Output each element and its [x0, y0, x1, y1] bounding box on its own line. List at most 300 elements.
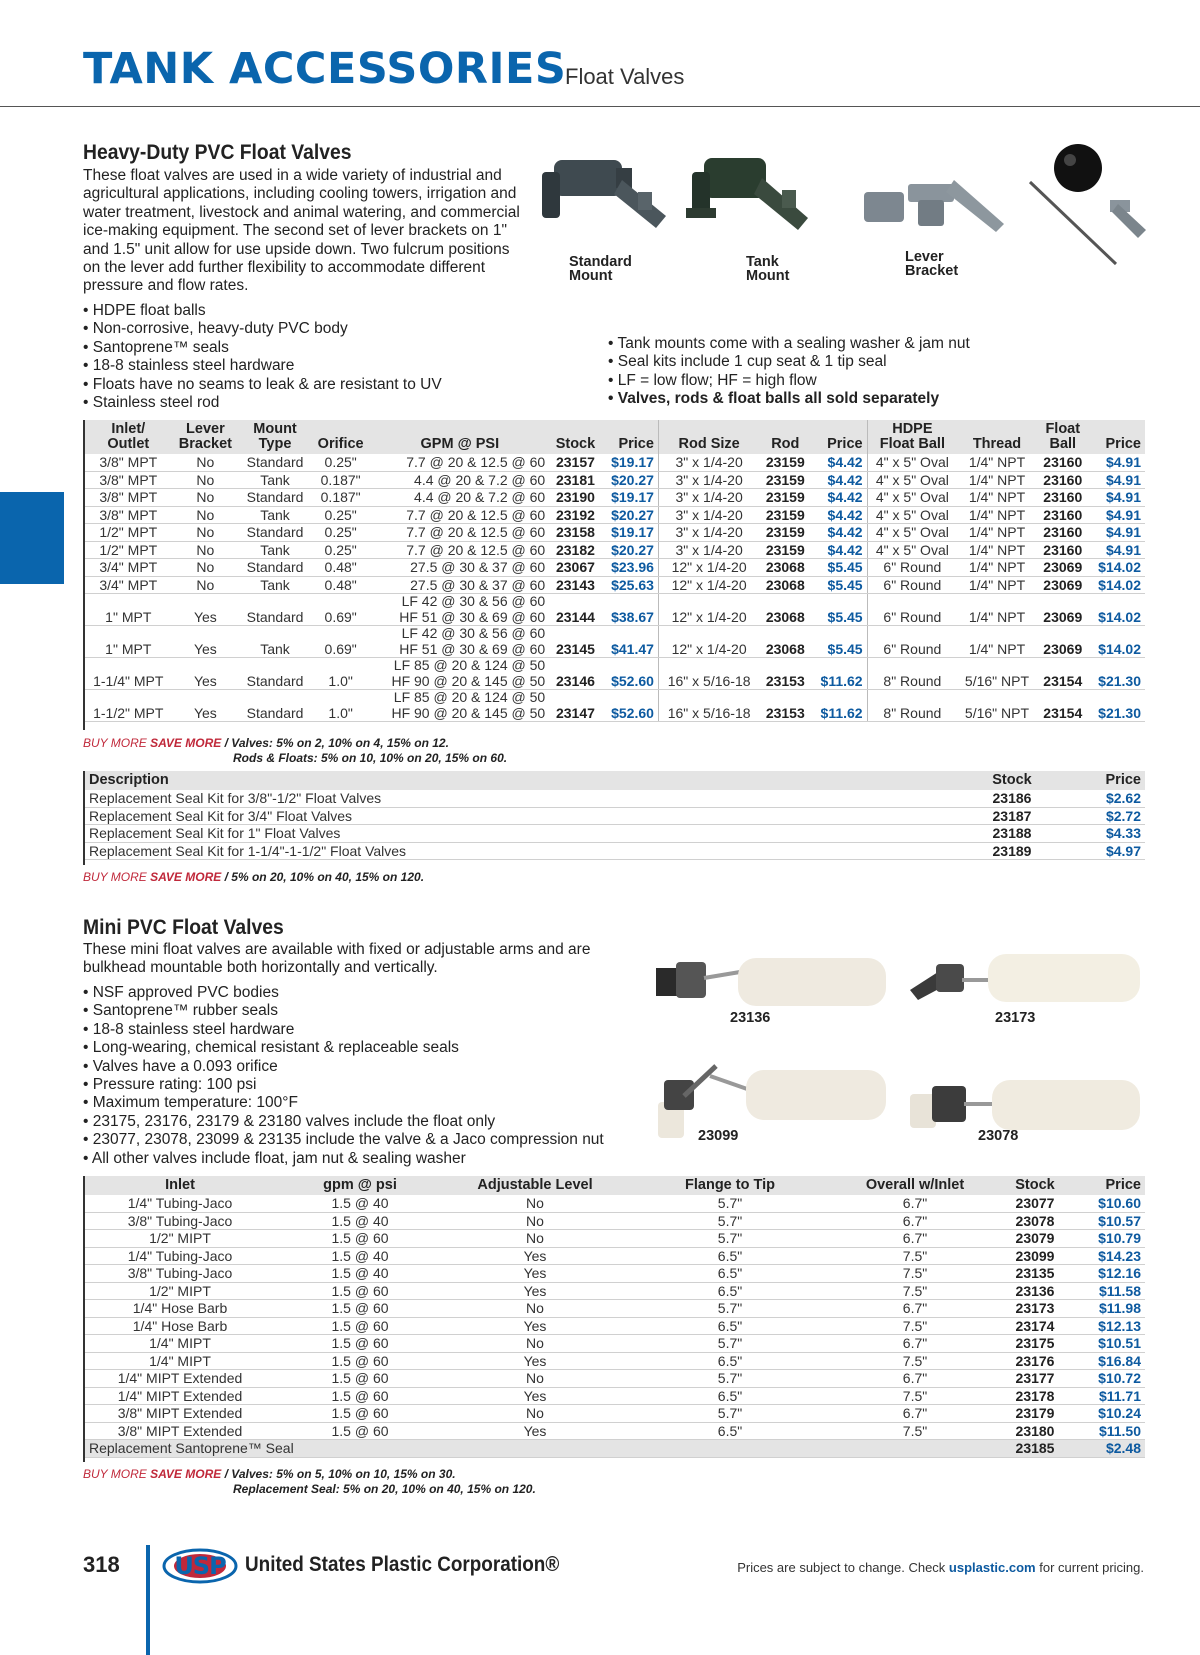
column-header: Stock	[995, 1176, 1075, 1195]
table-cell: 1/4" NPT	[957, 524, 1037, 542]
save-line-1: / 5% on 20, 10% on 40, 15% on 120.	[224, 870, 425, 884]
table-row	[85, 489, 1145, 507]
table-row	[85, 1282, 1145, 1300]
column-header: Lever Bracket	[172, 420, 240, 454]
table-cell: $52.60	[602, 658, 659, 690]
page-title: TANK ACCESSORIES	[83, 44, 567, 94]
table-cell: Yes	[445, 1352, 625, 1370]
table-cell: 7.7 @ 20 & 12.5 @ 60	[370, 541, 549, 559]
feature-bullet: • 18-8 stainless steel hardware	[83, 1021, 683, 1039]
table-cell: 0.25"	[311, 524, 371, 542]
table-cell: 6.5"	[625, 1265, 835, 1283]
table-cell: 8" Round	[867, 658, 957, 690]
caption-tank-mount: Tank Mount	[746, 254, 790, 284]
table-cell: 1.5 @ 60	[275, 1370, 445, 1388]
table-cell: $4.42	[811, 506, 867, 524]
table-cell: Tank	[239, 576, 311, 594]
table-cell: 3/8" MPT	[85, 471, 172, 489]
table-cell: 23153	[759, 658, 811, 690]
table-cell: 6.7"	[835, 1405, 995, 1423]
column-header: Flange to Tip	[625, 1176, 835, 1195]
table-cell: 1.5 @ 60	[275, 1405, 445, 1423]
table-cell: 3/8" MPT	[85, 454, 172, 471]
table-cell: 23160	[1037, 454, 1089, 471]
table-cell: 1.5 @ 60	[275, 1335, 445, 1353]
table-cell: 3/8" Tubing-Jaco	[85, 1265, 275, 1283]
table-cell: 4" x 5" Oval	[867, 454, 957, 471]
table-cell: 6.5"	[625, 1247, 835, 1265]
table-cell: 23192	[549, 506, 602, 524]
table-row	[85, 790, 1145, 807]
table-cell: Replacement Santoprene™ Seal	[85, 1440, 995, 1458]
table-cell: $4.91	[1089, 506, 1145, 524]
table-cell: No	[445, 1230, 625, 1248]
table-cell: 1/4" NPT	[957, 626, 1037, 658]
table-cell: 23159	[759, 541, 811, 559]
table-cell: 1/4" MIPT Extended	[85, 1370, 275, 1388]
table-cell: $4.42	[811, 541, 867, 559]
column-header: Price	[602, 420, 659, 454]
mini-valve-23099-photo	[654, 1056, 890, 1146]
table-cell: 1/4" NPT	[957, 559, 1037, 577]
table-cell: Standard	[239, 594, 311, 626]
table-cell: 6.7"	[835, 1370, 995, 1388]
save-more-valves	[83, 736, 507, 766]
table-cell: 23174	[995, 1317, 1075, 1335]
table-row	[85, 524, 1145, 542]
table-cell: 23159	[759, 489, 811, 507]
table-cell: Tank	[239, 541, 311, 559]
table-cell: 1" MPT	[85, 594, 172, 626]
caption-23078: 23078	[978, 1128, 1019, 1144]
table-cell: 6.5"	[625, 1282, 835, 1300]
table-cell: 23158	[549, 524, 602, 542]
table-row	[85, 1387, 1145, 1405]
table-cell: 1/2" MIPT	[85, 1230, 275, 1248]
table-cell: 1/4" NPT	[957, 471, 1037, 489]
table-row	[85, 825, 1145, 843]
table-cell: $10.79	[1075, 1230, 1145, 1248]
table-cell: Yes	[172, 626, 240, 658]
section2-title: Mini PVC Float Valves	[83, 916, 284, 939]
section2-bullets	[83, 984, 683, 1168]
feature-bullet: • All other valves include float, jam nut & sealing washer	[83, 1150, 683, 1168]
table-cell: Standard	[239, 524, 311, 542]
table-cell: Standard	[239, 690, 311, 722]
mini-valve-23173-photo	[908, 950, 1144, 1014]
note-bullet: • Valves, rods & float balls all sold separately	[608, 390, 1028, 408]
save-line-2: Replacement Seal: 5% on 20, 10% on 40, 15% on 120.	[233, 1482, 536, 1496]
table-cell: 7.5"	[835, 1352, 995, 1370]
table-cell: $5.45	[811, 594, 867, 626]
page-number: 318	[83, 1552, 120, 1577]
column-header: Stock	[549, 420, 602, 454]
table-cell: Yes	[445, 1247, 625, 1265]
section1-title: Heavy-Duty PVC Float Valves	[83, 141, 352, 164]
mini-valve-23078-photo	[908, 1076, 1144, 1140]
table-cell: 23175	[995, 1335, 1075, 1353]
table-cell: $4.42	[811, 489, 867, 507]
table-cell: 4" x 5" Oval	[867, 506, 957, 524]
table-cell: $5.45	[811, 576, 867, 594]
table-cell: 1.5 @ 40	[275, 1265, 445, 1283]
table-cell: Yes	[445, 1282, 625, 1300]
table-cell: 1.5 @ 60	[275, 1352, 445, 1370]
table-cell: 23157	[549, 454, 602, 471]
save-more-seals	[83, 870, 424, 885]
column-header: Inlet	[85, 1176, 275, 1195]
table-cell: $23.96	[602, 559, 659, 577]
table-cell: Tank	[239, 471, 311, 489]
table-cell: 23143	[549, 576, 602, 594]
table-cell: 23160	[1037, 489, 1089, 507]
note-bullet: • Tank mounts come with a sealing washer & jam nut	[608, 335, 1028, 353]
table-cell: 23135	[995, 1265, 1075, 1283]
table-row	[85, 1370, 1145, 1388]
table-cell: $11.50	[1075, 1422, 1145, 1440]
table-cell: $4.91	[1089, 489, 1145, 507]
table-row	[85, 1352, 1145, 1370]
table-cell: $4.91	[1089, 541, 1145, 559]
table-cell: 12" x 1/4-20	[658, 594, 759, 626]
table-cell: Yes	[445, 1265, 625, 1283]
table-cell: $5.45	[811, 626, 867, 658]
table-cell: 6" Round	[867, 626, 957, 658]
table-cell: 23069	[1037, 576, 1089, 594]
table-cell: $16.84	[1075, 1352, 1145, 1370]
table-row	[85, 1247, 1145, 1265]
table-cell: LF 42 @ 30 & 56 @ 60 HF 51 @ 30 & 69 @ 60	[370, 626, 549, 658]
column-header: Price	[811, 420, 867, 454]
column-header: HDPE Float Ball	[867, 420, 957, 454]
table-row	[85, 454, 1145, 471]
table-cell: 0.48"	[311, 559, 371, 577]
table-cell: $2.72	[1059, 807, 1145, 825]
column-header: Inlet/ Outlet	[85, 420, 172, 454]
table-cell: 23160	[1037, 524, 1089, 542]
table-cell: 7.7 @ 20 & 12.5 @ 60	[370, 506, 549, 524]
feature-bullet: • 23077, 23078, 23099 & 23135 include the valve & a Jaco compression nut	[83, 1131, 683, 1149]
column-header: Overall w/Inlet	[835, 1176, 995, 1195]
table-cell: 1-1/2" MPT	[85, 690, 172, 722]
table-cell: 6.7"	[835, 1212, 995, 1230]
table-cell: $4.91	[1089, 524, 1145, 542]
table-cell: $14.02	[1089, 626, 1145, 658]
table-row	[85, 594, 1145, 626]
usp-logo	[162, 1548, 238, 1584]
table-cell: 3" x 1/4-20	[658, 454, 759, 471]
table-cell: 6.5"	[625, 1387, 835, 1405]
table-cell: 0.69"	[311, 626, 371, 658]
table-cell: 23160	[1037, 506, 1089, 524]
pricing-note-pre: Prices are subject to change. Check	[737, 1560, 949, 1575]
table-row	[85, 807, 1145, 825]
table-cell: 5.7"	[625, 1370, 835, 1388]
header-rule	[0, 106, 1200, 107]
table-cell: 1.5 @ 60	[275, 1230, 445, 1248]
table-row	[85, 690, 1145, 722]
table-cell: 1/4" MIPT	[85, 1335, 275, 1353]
caption-23099: 23099	[698, 1128, 739, 1144]
table-cell: 23187	[965, 807, 1059, 825]
table-cell: 23176	[995, 1352, 1075, 1370]
column-header: Mount Type	[239, 420, 311, 454]
table-cell: 16" x 5/16-18	[658, 658, 759, 690]
table-cell: $19.17	[602, 524, 659, 542]
feature-bullet: • Non-corrosive, heavy-duty PVC body	[83, 320, 563, 338]
table-cell: $11.62	[811, 658, 867, 690]
table-row	[85, 1212, 1145, 1230]
table-cell: 1.5 @ 40	[275, 1212, 445, 1230]
table-cell: 23069	[1037, 559, 1089, 577]
table-cell: 23188	[965, 825, 1059, 843]
table-cell: 1" MPT	[85, 626, 172, 658]
table-cell: $38.67	[602, 594, 659, 626]
table-cell: 1/2" MPT	[85, 541, 172, 559]
usp-logo-text: USP	[174, 1552, 226, 1580]
table-cell: $4.42	[811, 524, 867, 542]
feature-bullet: • NSF approved PVC bodies	[83, 984, 683, 1002]
company-name: United States Plastic Corporation®	[245, 1553, 560, 1576]
table-cell: 4" x 5" Oval	[867, 471, 957, 489]
seal-kit-table	[85, 771, 1145, 860]
table-cell: 6.5"	[625, 1422, 835, 1440]
table-cell: 1/4" Tubing-Jaco	[85, 1195, 275, 1212]
feature-bullet: • Floats have no seams to leak & are resistant to UV	[83, 376, 563, 394]
page-subtitle: Float Valves	[565, 64, 685, 89]
table-cell: 23136	[995, 1282, 1075, 1300]
table-cell: $11.71	[1075, 1387, 1145, 1405]
table-cell: 23181	[549, 471, 602, 489]
save-more-mini	[83, 1467, 536, 1497]
table-cell: $4.33	[1059, 825, 1145, 843]
table-cell: 5.7"	[625, 1212, 835, 1230]
feature-bullet: • 23175, 23176, 23179 & 23180 valves include the float only	[83, 1113, 683, 1131]
table-cell: 3/8" MIPT Extended	[85, 1405, 275, 1423]
table-row	[85, 1317, 1145, 1335]
table-cell: LF 42 @ 30 & 56 @ 60 HF 51 @ 30 & 69 @ 60	[370, 594, 549, 626]
table-cell: 23160	[1037, 471, 1089, 489]
table-cell: $10.24	[1075, 1405, 1145, 1423]
table-cell: 1/4" Tubing-Jaco	[85, 1247, 275, 1265]
table-cell: 7.7 @ 20 & 12.5 @ 60	[370, 524, 549, 542]
table-cell: 3/8" MPT	[85, 489, 172, 507]
table-cell: 0.25"	[311, 541, 371, 559]
pricing-note-post: for current pricing.	[1035, 1560, 1144, 1575]
save-more-text: SAVE MORE	[150, 1467, 222, 1481]
table-cell: $11.98	[1075, 1300, 1145, 1318]
table-cell: 23160	[1037, 541, 1089, 559]
tank-mount-valve-photo	[676, 150, 816, 258]
table-cell: Tank	[239, 626, 311, 658]
table-cell: 23180	[995, 1422, 1075, 1440]
table-cell: No	[172, 541, 240, 559]
table-cell: $14.02	[1089, 594, 1145, 626]
table-cell: 23159	[759, 454, 811, 471]
website-link[interactable]: usplastic.com	[948, 1560, 1036, 1575]
table-cell: 23190	[549, 489, 602, 507]
table-cell: No	[172, 506, 240, 524]
table-cell: 0.187"	[311, 489, 371, 507]
feature-bullet: • Stainless steel rod	[83, 394, 563, 412]
table-cell: 1/4" MIPT	[85, 1352, 275, 1370]
save-line-1: / Valves: 5% on 5, 10% on 10, 15% on 30.	[224, 1467, 456, 1481]
table-row	[85, 1422, 1145, 1440]
table-cell: 4" x 5" Oval	[867, 489, 957, 507]
table-cell: 4.4 @ 20 & 7.2 @ 60	[370, 489, 549, 507]
table-cell: $10.72	[1075, 1370, 1145, 1388]
caption-23173: 23173	[995, 1010, 1036, 1026]
table-cell: Standard	[239, 489, 311, 507]
table-cell: 23173	[995, 1300, 1075, 1318]
table-cell: Replacement Seal Kit for 1" Float Valves	[85, 825, 965, 843]
table-cell: 23079	[995, 1230, 1075, 1248]
table-cell: 23153	[759, 690, 811, 722]
table-cell: 12" x 1/4-20	[658, 576, 759, 594]
table-cell: No	[172, 489, 240, 507]
table-cell: 0.25"	[311, 454, 371, 471]
column-header: Orifice	[311, 420, 371, 454]
table-cell: 5.7"	[625, 1230, 835, 1248]
table-cell: Standard	[239, 454, 311, 471]
table-cell: 5.7"	[625, 1405, 835, 1423]
table-cell: No	[445, 1370, 625, 1388]
table-cell: 1/4" NPT	[957, 541, 1037, 559]
column-header: Rod Size	[658, 420, 759, 454]
table-row	[85, 1335, 1145, 1353]
table-cell: 23068	[759, 626, 811, 658]
table-cell: 1.5 @ 60	[275, 1300, 445, 1318]
table-cell: 1/2" MPT	[85, 524, 172, 542]
table-cell: 23182	[549, 541, 602, 559]
table-cell: 5/16" NPT	[957, 690, 1037, 722]
table-cell: 6.7"	[835, 1335, 995, 1353]
section2-description: These mini float valves are available with fixed or adjustable arms and are bulkhead mountable both horizontally and vertically.	[83, 941, 591, 977]
table-row	[85, 626, 1145, 658]
table-cell: No	[172, 454, 240, 471]
table-cell: 23068	[759, 559, 811, 577]
caption-standard-mount: Standard Mount	[569, 254, 632, 284]
table-cell: 3/4" MPT	[85, 576, 172, 594]
table-cell: No	[445, 1212, 625, 1230]
table-cell: Yes	[445, 1317, 625, 1335]
mini-valve-23136-photo	[654, 950, 890, 1014]
column-header: Price	[1059, 771, 1145, 790]
table-cell: 7.5"	[835, 1247, 995, 1265]
table-cell: 7.5"	[835, 1282, 995, 1300]
table-row	[85, 471, 1145, 489]
table-row	[85, 1300, 1145, 1318]
table-cell: $21.30	[1089, 690, 1145, 722]
feature-bullet: • Maximum temperature: 100°F	[83, 1094, 683, 1112]
table-cell: $25.63	[602, 576, 659, 594]
table-cell: 5.7"	[625, 1335, 835, 1353]
table-cell: 6.7"	[835, 1230, 995, 1248]
table-cell: $2.62	[1059, 790, 1145, 807]
table-row-seal	[85, 1440, 1145, 1458]
table-cell: $4.42	[811, 471, 867, 489]
column-header: Thread	[957, 420, 1037, 454]
table-row	[85, 842, 1145, 860]
table-cell: 1/4" MIPT Extended	[85, 1387, 275, 1405]
feature-bullet: • HDPE float balls	[83, 302, 563, 320]
table-cell: No	[172, 471, 240, 489]
table-cell: 1/4" Hose Barb	[85, 1300, 275, 1318]
table-cell: 7.5"	[835, 1317, 995, 1335]
table-cell: Standard	[239, 658, 311, 690]
table-cell: 6.7"	[835, 1195, 995, 1212]
lever-bracket-photo	[858, 170, 1008, 248]
table-cell: 1.5 @ 40	[275, 1195, 445, 1212]
table-cell: $20.27	[602, 506, 659, 524]
table-cell: 0.25"	[311, 506, 371, 524]
section1-bullets-left	[83, 302, 563, 412]
table-cell: 23179	[995, 1405, 1075, 1423]
table-cell: 23068	[759, 594, 811, 626]
note-bullet: • Seal kits include 1 cup seat & 1 tip seal	[608, 353, 1028, 371]
table-cell: 27.5 @ 30 & 37 @ 60	[370, 576, 549, 594]
table-cell: 3/8" MPT	[85, 506, 172, 524]
table-cell: $19.17	[602, 489, 659, 507]
heavy-duty-valves-table	[85, 420, 1145, 722]
table-cell: $52.60	[602, 690, 659, 722]
table-cell: 1/4" NPT	[957, 489, 1037, 507]
table-cell: 3" x 1/4-20	[658, 506, 759, 524]
table-cell: 1.0"	[311, 690, 371, 722]
table-cell: Yes	[172, 658, 240, 690]
table-cell: LF 85 @ 20 & 124 @ 50 HF 90 @ 20 & 145 @ 50	[370, 690, 549, 722]
table-cell: 16" x 5/16-18	[658, 690, 759, 722]
table-cell: 6.5"	[625, 1317, 835, 1335]
table-cell: 23177	[995, 1370, 1075, 1388]
table-cell: Yes	[445, 1422, 625, 1440]
table-row	[85, 1195, 1145, 1212]
feature-bullet: • Santoprene™ rubber seals	[83, 1002, 683, 1020]
table-cell: 23178	[995, 1387, 1075, 1405]
column-header: Price	[1089, 420, 1145, 454]
save-more-text: SAVE MORE	[150, 870, 222, 884]
table-cell: $4.42	[811, 454, 867, 471]
table-cell: 1.5 @ 60	[275, 1317, 445, 1335]
table-cell: 8" Round	[867, 690, 957, 722]
table-cell: 7.5"	[835, 1265, 995, 1283]
table-cell: Yes	[445, 1387, 625, 1405]
table-cell: 4.4 @ 20 & 7.2 @ 60	[370, 471, 549, 489]
table-cell: $20.27	[602, 541, 659, 559]
table-cell: 3" x 1/4-20	[658, 471, 759, 489]
table-cell: No	[172, 559, 240, 577]
table-cell: 3/8" Tubing-Jaco	[85, 1212, 275, 1230]
table-cell: No	[445, 1405, 625, 1423]
table-cell: No	[445, 1195, 625, 1212]
table-cell: $19.17	[602, 454, 659, 471]
table-cell: LF 85 @ 20 & 124 @ 50 HF 90 @ 20 & 145 @ 50	[370, 658, 549, 690]
table-cell: Yes	[172, 594, 240, 626]
table-cell: 1/4" NPT	[957, 454, 1037, 471]
table-cell: 12" x 1/4-20	[658, 626, 759, 658]
footer-bar	[146, 1545, 150, 1655]
table-cell: 23069	[1037, 594, 1089, 626]
table-cell: 1.5 @ 60	[275, 1387, 445, 1405]
table-cell: 23185	[995, 1440, 1075, 1458]
table-cell: 7.5"	[835, 1422, 995, 1440]
table-cell: 23159	[759, 471, 811, 489]
table-cell: 6" Round	[867, 559, 957, 577]
table-cell: 23069	[1037, 626, 1089, 658]
table-cell: $12.16	[1075, 1265, 1145, 1283]
table-cell: $10.51	[1075, 1335, 1145, 1353]
float-ball-and-rod-photo	[1028, 140, 1148, 272]
